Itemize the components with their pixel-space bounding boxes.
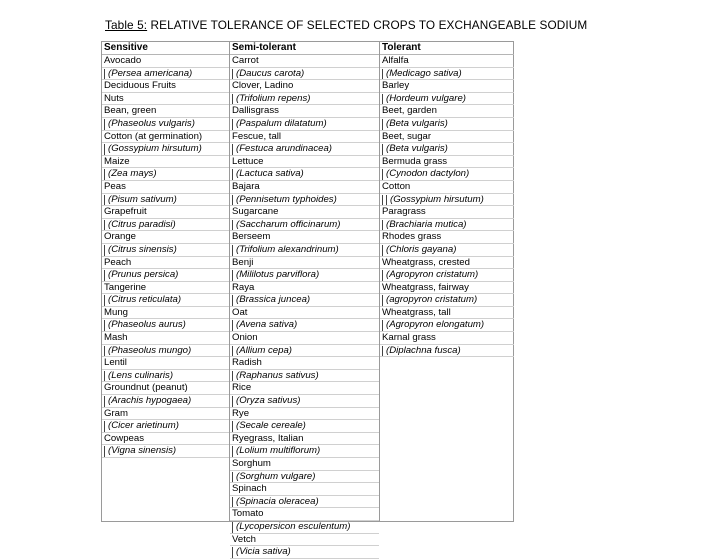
crop-scientific-name: (Diplachna fusca)	[380, 345, 514, 358]
crop-name: Cotton (at germination)	[102, 131, 229, 144]
table-title	[105, 19, 605, 31]
crop-name: Wheatgrass, tall	[380, 307, 514, 320]
crop-name: Deciduous Fruits	[102, 80, 229, 93]
crop-scientific-name: (Lens culinaris)	[102, 370, 229, 383]
sensitive-column	[102, 42, 230, 521]
crop-scientific-name: (Trifolium repens)	[230, 93, 379, 106]
crop-scientific-name: (Gossypium hirsutum)	[380, 194, 514, 207]
crop-scientific-name: (Citrus reticulata)	[102, 294, 229, 307]
crop-name: Wheatgrass, crested	[380, 257, 514, 270]
crop-name: Dallisgrass	[230, 105, 379, 118]
crop-scientific-name: (Avena sativa)	[230, 319, 379, 332]
crop-tolerance-table	[101, 41, 514, 558]
crop-scientific-name: (Phaseolus aurus)	[102, 319, 229, 332]
crop-name: Lentil	[102, 357, 229, 370]
column-header-semi-tolerant: Semi-tolerant	[230, 42, 379, 55]
crop-name: Maize	[102, 156, 229, 169]
crop-scientific-name: (Gossypium hirsutum)	[102, 143, 229, 156]
crop-scientific-name: (Beta vulgaris)	[380, 143, 514, 156]
crop-name: Wheatgrass, fairway	[380, 282, 514, 295]
crop-scientific-name: (Allium cepa)	[230, 345, 379, 358]
crop-scientific-name: (Lycopersicon esculentum)	[230, 521, 379, 534]
crop-scientific-name: (Citrus paradisi)	[102, 219, 229, 232]
column-header-tolerant: Tolerant	[380, 42, 514, 55]
crop-scientific-name: (Spinacia oleracea)	[230, 496, 379, 509]
table-number: Table 5:	[105, 18, 148, 32]
crop-name: Bean, green	[102, 105, 229, 118]
table-caption: RELATIVE TOLERANCE OF SELECTED CROPS TO EXCHANGEABLE SODIUM	[147, 18, 588, 32]
crop-name: Clover, Ladino	[230, 80, 379, 93]
crop-name: Onion	[230, 332, 379, 345]
semi-tolerant-column	[230, 42, 380, 558]
crop-scientific-name: (Brachiaria mutica)	[380, 219, 514, 232]
crop-scientific-name: (Festuca arundinacea)	[230, 143, 379, 156]
crop-name: Mash	[102, 332, 229, 345]
crop-name: Mung	[102, 307, 229, 320]
crop-scientific-name: (Daucus carota)	[230, 68, 379, 81]
crop-scientific-name: (Pennisetum typhoides)	[230, 194, 379, 207]
crop-name: Oat	[230, 307, 379, 320]
crop-scientific-name: (Mililotus parviflora)	[230, 269, 379, 282]
crop-name: Karnal grass	[380, 332, 514, 345]
crop-scientific-name: (Phaseolus vulgaris)	[102, 118, 229, 131]
crop-scientific-name: (Trifolium alexandrinum)	[230, 244, 379, 257]
crop-name: Spinach	[230, 483, 379, 496]
crop-scientific-name: (Hordeum vulgare)	[380, 93, 514, 106]
crop-name: Sorghum	[230, 458, 379, 471]
crop-name: Raya	[230, 282, 379, 295]
crop-scientific-name: (Beta vulgaris)	[380, 118, 514, 131]
crop-name: Rye	[230, 408, 379, 421]
crop-name: Bajara	[230, 181, 379, 194]
crop-scientific-name: (Raphanus sativus)	[230, 370, 379, 383]
crop-scientific-name: (Citrus sinensis)	[102, 244, 229, 257]
crop-name: Peas	[102, 181, 229, 194]
crop-name: Cotton	[380, 181, 514, 194]
crop-name: Lettuce	[230, 156, 379, 169]
crop-scientific-name: (Lactuca sativa)	[230, 168, 379, 181]
crop-name: Alfalfa	[380, 55, 514, 68]
crop-scientific-name: (Pisum sativum)	[102, 194, 229, 207]
crop-scientific-name: (Agropyron cristatum)	[380, 269, 514, 282]
crop-scientific-name: (Cynodon dactylon)	[380, 168, 514, 181]
crop-scientific-name: (Medicago sativa)	[380, 68, 514, 81]
crop-scientific-name: (Sorghum vulgare)	[230, 471, 379, 484]
crop-name: Rice	[230, 382, 379, 395]
crop-scientific-name: (Chloris gayana)	[380, 244, 514, 257]
crop-name: Bermuda grass	[380, 156, 514, 169]
crop-name: Tomato	[230, 508, 379, 521]
column-header-sensitive: Sensitive	[102, 42, 229, 55]
crop-scientific-name: (Persea americana)	[102, 68, 229, 81]
crop-name: Vetch	[230, 534, 379, 547]
crop-name: Cowpeas	[102, 433, 229, 446]
crop-name: Nuts	[102, 93, 229, 106]
crop-name: Barley	[380, 80, 514, 93]
crop-name: Peach	[102, 257, 229, 270]
crop-scientific-name: (Secale cereale)	[230, 420, 379, 433]
crop-name: Sugarcane	[230, 206, 379, 219]
crop-scientific-name: (Saccharum officinarum)	[230, 219, 379, 232]
crop-name: Grapefruit	[102, 206, 229, 219]
crop-name: Radish	[230, 357, 379, 370]
crop-name: Beet, sugar	[380, 131, 514, 144]
crop-name: Groundnut (peanut)	[102, 382, 229, 395]
crop-name: Beet, garden	[380, 105, 514, 118]
crop-scientific-name: (Arachis hypogaea)	[102, 395, 229, 408]
crop-scientific-name: (Zea mays)	[102, 168, 229, 181]
crop-scientific-name: (agropyron cristatum)	[380, 294, 514, 307]
crop-scientific-name: (Agropyron elongatum)	[380, 319, 514, 332]
crop-scientific-name: (Paspalum dilatatum)	[230, 118, 379, 131]
crop-name: Paragrass	[380, 206, 514, 219]
crop-name: Tangerine	[102, 282, 229, 295]
crop-scientific-name: (Vigna sinensis)	[102, 445, 229, 458]
crop-name: Orange	[102, 231, 229, 244]
crop-name: Berseem	[230, 231, 379, 244]
crop-scientific-name: (Oryza sativus)	[230, 395, 379, 408]
crop-scientific-name: (Prunus persica)	[102, 269, 229, 282]
crop-scientific-name: (Lolium multiflorum)	[230, 445, 379, 458]
crop-scientific-name: (Brassica juncea)	[230, 294, 379, 307]
crop-name: Avocado	[102, 55, 229, 68]
crop-name: Ryegrass, Italian	[230, 433, 379, 446]
crop-scientific-name: (Cicer arietinum)	[102, 420, 229, 433]
crop-name: Benji	[230, 257, 379, 270]
crop-name: Gram	[102, 408, 229, 421]
tolerant-column	[380, 42, 514, 521]
crop-scientific-name: (Phaseolus mungo)	[102, 345, 229, 358]
crop-name: Carrot	[230, 55, 379, 68]
crop-scientific-name: (Vicia sativa)	[230, 546, 379, 559]
crop-name: Rhodes grass	[380, 231, 514, 244]
crop-name: Fescue, tall	[230, 131, 379, 144]
